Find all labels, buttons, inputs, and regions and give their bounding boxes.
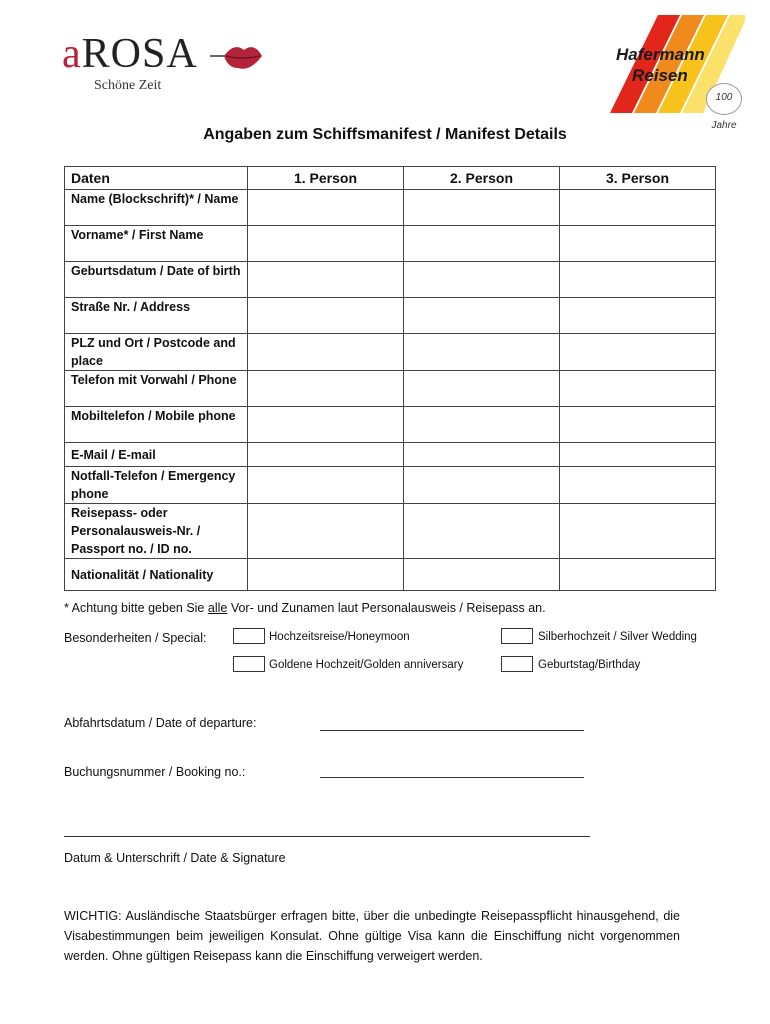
table-row: [65, 371, 716, 407]
person-1-input-cell[interactable]: [248, 467, 404, 504]
column-header: Daten: [65, 167, 248, 190]
row-label: Telefon mit Vorwahl / Phone: [65, 371, 248, 407]
page-title: Angaben zum Schiffsmanifest / Manifest Details: [203, 126, 567, 143]
table-header-row: [65, 167, 716, 190]
silver-wedding-checkbox[interactable]: [501, 628, 533, 644]
important-notice: WICHTIG: Ausländische Staatsbürger erfragen bitte, über die unbedingte Reisepasspflicht hinausgehend, die Visabestimmungen beim jeweiligen Konsulat. Ohne gültige Visa kann die Einschiffung nicht vorgenommen werden. Ohne gültigen Reisepass kann die Einschiffung verweigert werden.: [64, 909, 680, 963]
row-label: Reisepass- oder Personalausweis-Nr. / Passport no. / ID no.: [65, 504, 248, 559]
table-row: [65, 190, 716, 226]
person-1-input-cell[interactable]: [248, 407, 404, 443]
row-label: E-Mail / E-mail: [65, 443, 248, 467]
brand-line1: Hafermann: [616, 45, 705, 64]
row-label: Nationalität / Nationality: [65, 559, 248, 591]
column-header: 3. Person: [560, 167, 716, 190]
person-3-input-cell[interactable]: [560, 262, 716, 298]
person-2-input-cell[interactable]: [404, 298, 560, 334]
table-row: [65, 443, 716, 467]
lips-icon: [210, 38, 262, 74]
row-label: Mobiltelefon / Mobile phone: [65, 407, 248, 443]
person-3-input-cell[interactable]: [560, 467, 716, 504]
person-3-input-cell[interactable]: [560, 504, 716, 559]
booking-field[interactable]: [320, 777, 584, 778]
table-row: [65, 407, 716, 443]
anniversary-badge: 100 Jahre: [706, 83, 742, 115]
row-label: Straße Nr. / Address: [65, 298, 248, 334]
golden-anniversary-checkbox[interactable]: [233, 656, 265, 672]
person-2-input-cell[interactable]: [404, 190, 560, 226]
person-1-input-cell[interactable]: [248, 190, 404, 226]
table-row: [65, 298, 716, 334]
table-row: [65, 334, 716, 371]
manifest-table: [64, 166, 716, 591]
person-2-input-cell[interactable]: [404, 504, 560, 559]
table-row: [65, 467, 716, 504]
row-label: Geburtsdatum / Date of birth: [65, 262, 248, 298]
arosa-wordmark: aROSA: [62, 31, 198, 77]
person-1-input-cell[interactable]: [248, 298, 404, 334]
person-3-input-cell[interactable]: [560, 559, 716, 591]
person-1-input-cell[interactable]: [248, 226, 404, 262]
column-header: 1. Person: [248, 167, 404, 190]
person-1-input-cell[interactable]: [248, 504, 404, 559]
person-3-input-cell[interactable]: [560, 190, 716, 226]
person-1-input-cell[interactable]: [248, 262, 404, 298]
arosa-tagline: Schöne Zeit: [94, 78, 162, 93]
row-label: Notfall-Telefon / Emergency phone: [65, 467, 248, 504]
person-1-input-cell[interactable]: [248, 334, 404, 371]
birthday-checkbox[interactable]: [501, 656, 533, 672]
table-row: [65, 504, 716, 559]
person-2-input-cell[interactable]: [404, 371, 560, 407]
arosa-logo: [62, 30, 262, 105]
row-label: Name (Blockschrift)* / Name: [65, 190, 248, 226]
person-1-input-cell[interactable]: [248, 443, 404, 467]
signature-label: Datum & Unterschrift / Date & Signature: [64, 851, 286, 865]
booking-label: Buchungsnummer / Booking no.:: [64, 765, 246, 779]
person-3-input-cell[interactable]: [560, 443, 716, 467]
person-3-input-cell[interactable]: [560, 371, 716, 407]
row-label: Vorname* / First Name: [65, 226, 248, 262]
brand-line2: Reisen: [632, 66, 688, 85]
hafermann-logo: [610, 15, 745, 131]
person-3-input-cell[interactable]: [560, 226, 716, 262]
person-1-input-cell[interactable]: [248, 371, 404, 407]
person-1-input-cell[interactable]: [248, 559, 404, 591]
person-3-input-cell[interactable]: [560, 298, 716, 334]
departure-field[interactable]: [320, 730, 584, 731]
person-2-input-cell[interactable]: [404, 262, 560, 298]
departure-label: Abfahrtsdatum / Date of departure:: [64, 716, 257, 730]
signature-field[interactable]: [64, 836, 590, 837]
person-2-input-cell[interactable]: [404, 467, 560, 504]
person-2-input-cell[interactable]: [404, 226, 560, 262]
golden-anniversary-label: Goldene Hochzeit/Golden anniversary: [269, 659, 464, 671]
person-3-input-cell[interactable]: [560, 334, 716, 371]
row-label: PLZ und Ort / Postcode and place: [65, 334, 248, 371]
person-3-input-cell[interactable]: [560, 407, 716, 443]
table-row: [65, 262, 716, 298]
table-row: [65, 559, 716, 591]
table-row: [65, 226, 716, 262]
name-note: * Achtung bitte geben Sie alle Vor- und Zunamen laut Personalausweis / Reisepass an.: [64, 601, 546, 615]
person-2-input-cell[interactable]: [404, 407, 560, 443]
column-header: 2. Person: [404, 167, 560, 190]
person-2-input-cell[interactable]: [404, 443, 560, 467]
special-label: Besonderheiten / Special:: [64, 631, 207, 645]
honeymoon-label: Hochzeitsreise/Honeymoon: [269, 631, 410, 643]
person-2-input-cell[interactable]: [404, 559, 560, 591]
honeymoon-checkbox[interactable]: [233, 628, 265, 644]
silver-wedding-label: Silberhochzeit / Silver Wedding: [538, 631, 697, 643]
person-2-input-cell[interactable]: [404, 334, 560, 371]
birthday-label: Geburtstag/Birthday: [538, 659, 641, 671]
